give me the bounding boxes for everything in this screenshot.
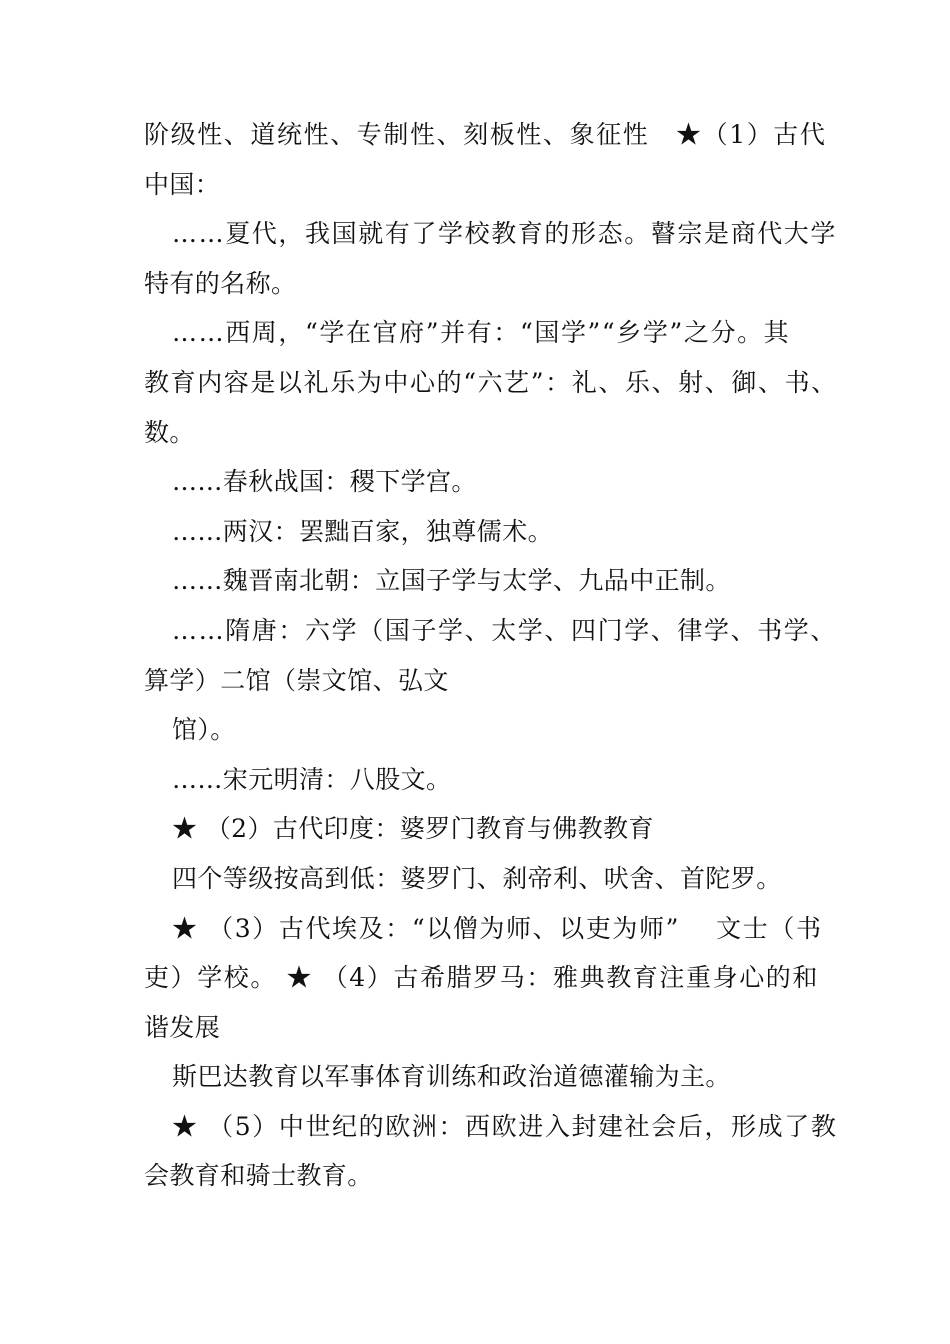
text-line: 特有的名称。 [144, 268, 297, 298]
document-body [144, 110, 838, 1201]
text-line: 斯巴达教育以军事体育训练和政治道德灌输为主。 [172, 1062, 731, 1092]
text-line: ★ （2）古代印度：婆罗门教育与佛教教育 [172, 814, 654, 844]
text-line: ……宋元明清：八股文。 [172, 764, 452, 794]
text-line: ★ （3）古代埃及：“以僧为师、以吏为师” 文士（书 [172, 913, 823, 943]
text-line: ……春秋战国：稷下学宫。 [172, 467, 477, 497]
text-line: ★ （5）中世纪的欧洲：西欧进入封建社会后，形成了教 [172, 1111, 838, 1141]
text-line: ……两汉：罢黜百家，独尊儒术。 [172, 516, 554, 546]
text-line: ……隋唐：六学（国子学、太学、四门学、律学、书学、 [172, 615, 838, 645]
text-line: 中国： [144, 169, 221, 199]
text-line: 教育内容是以礼乐为中心的“六艺”：礼、乐、射、御、书、 [144, 367, 838, 397]
text-line: ……魏晋南北朝：立国子学与太学、九品中正制。 [172, 566, 731, 596]
text-line: 吏）学校。 ★ （4）古希腊罗马：雅典教育注重身心的和 [144, 963, 820, 993]
text-line: 阶级性、道统性、专制性、刻板性、象征性 ★（1）古代 [144, 120, 827, 149]
text-line: 馆）。 [172, 715, 236, 745]
text-line: ……西周，“学在官府”并有：“国学”“乡学”之分。其 [172, 318, 791, 348]
text-line: 数。 [144, 417, 195, 447]
text-line: 算学）二馆（崇文馆、弘文 [144, 665, 449, 695]
text-line: ……夏代，我国就有了学校教育的形态。瞽宗是商代大学 [172, 219, 838, 249]
text-line: 谐发展 [144, 1012, 221, 1042]
text-line: 四个等级按高到低：婆罗门、刹帝利、吠舍、首陀罗。 [172, 863, 782, 893]
text-line: 会教育和骑士教育。 [144, 1161, 373, 1191]
